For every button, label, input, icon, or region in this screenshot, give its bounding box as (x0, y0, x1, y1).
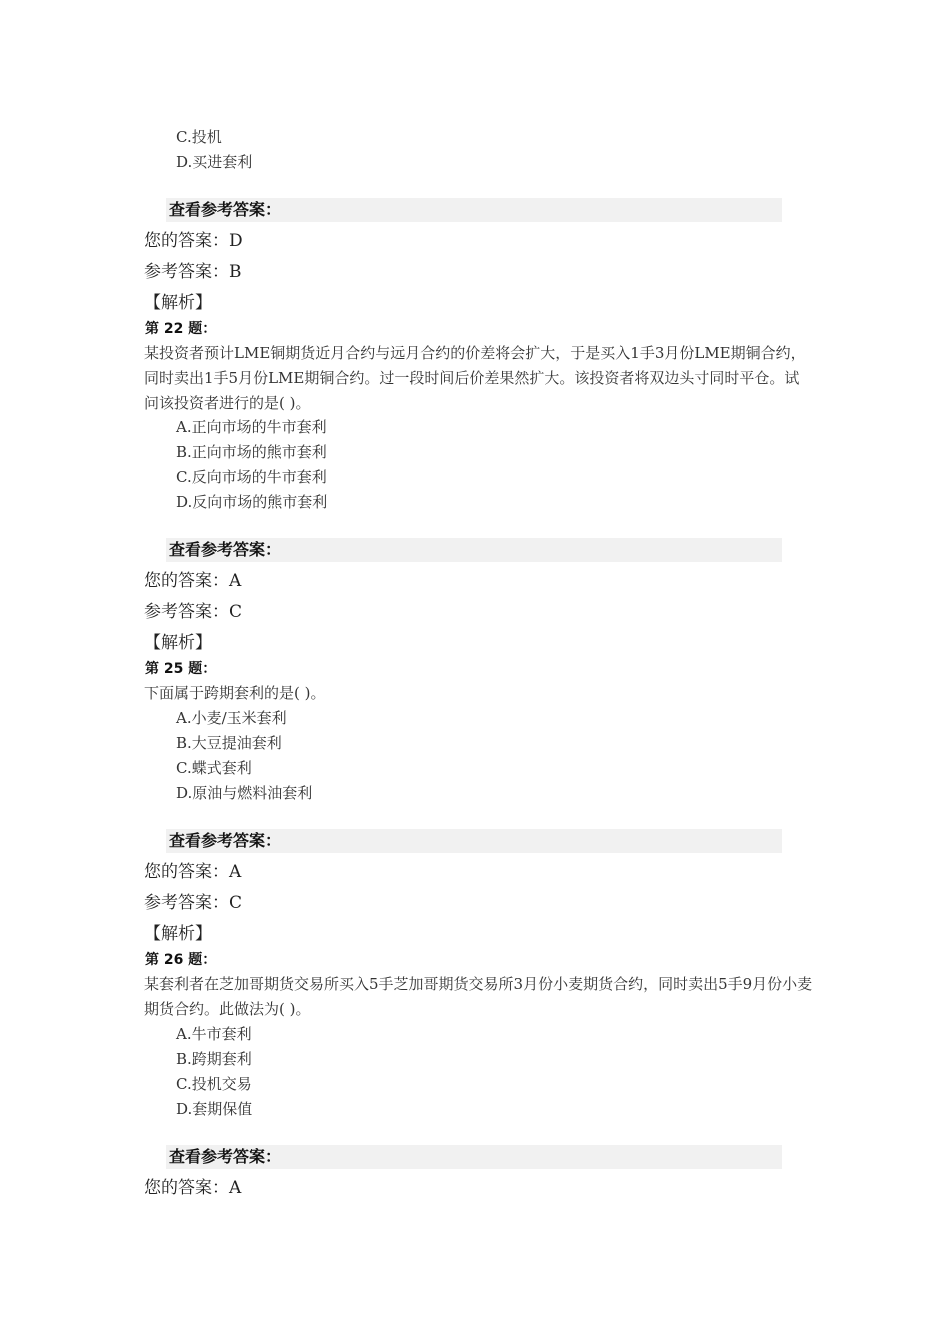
option-d: D.原油与燃料油套利 (176, 784, 313, 802)
question-number: 第 26 题： (145, 952, 217, 968)
your-answer: 您的答案：A (144, 571, 242, 591)
view-answer-bar[interactable] (166, 198, 782, 222)
option-d: D.买进套利 (176, 153, 253, 171)
your-answer: 您的答案：D (144, 231, 243, 251)
view-answer-bar[interactable] (166, 538, 782, 562)
analysis-heading: 【解析】 (144, 924, 212, 944)
option-b: B.大豆提油套利 (176, 734, 282, 752)
reference-answer: 参考答案：C (144, 893, 243, 913)
your-answer: 您的答案：A (144, 1178, 242, 1198)
question-number: 第 22 题： (145, 321, 217, 337)
view-answer-label: 查看参考答案： (169, 831, 282, 850)
analysis-heading: 【解析】 (144, 293, 212, 313)
question-number: 第 25 题： (145, 661, 217, 677)
your-answer: 您的答案：A (144, 862, 242, 882)
question-text: 某套利者在芝加哥期货交易所买入5手芝加哥期货交易所3月份小麦期货合约，同时卖出5手9月份小麦期货合约。此做法为( )。 (144, 975, 813, 1018)
option-c: C.反向市场的牛市套利 (176, 468, 327, 486)
option-c: C.蝶式套利 (176, 759, 252, 777)
option-a: A.正向市场的牛市套利 (176, 418, 327, 436)
view-answer-label: 查看参考答案： (169, 200, 282, 219)
reference-answer: 参考答案：B (144, 262, 242, 282)
question-text: 某投资者预计LME铜期货近月合约与远月合约的价差将会扩大，于是买入1手3月份LME期铜合约，同时卖出1手5月份LME期铜合约。过一段时间后价差果然扩大。该投资者将双边头寸同时平仓。试问该投资者进行的是( )。 (144, 344, 806, 412)
view-answer-label: 查看参考答案： (169, 1147, 282, 1166)
view-answer-bar[interactable] (166, 829, 782, 853)
option-b: B.正向市场的熊市套利 (176, 443, 327, 461)
option-c: C.投机交易 (176, 1075, 252, 1093)
question-text: 下面属于跨期套利的是( )。 (144, 684, 326, 702)
reference-answer: 参考答案：C (144, 602, 243, 622)
option-b: B.跨期套利 (176, 1050, 252, 1068)
option-c: C.投机 (176, 128, 222, 146)
analysis-heading: 【解析】 (144, 633, 212, 653)
view-answer-bar[interactable] (166, 1145, 782, 1169)
view-answer-label: 查看参考答案： (169, 540, 282, 559)
option-d: D.套期保值 (176, 1100, 253, 1118)
option-a: A.牛市套利 (176, 1025, 252, 1043)
option-d: D.反向市场的熊市套利 (176, 493, 328, 511)
option-a: A.小麦/玉米套利 (176, 709, 287, 727)
